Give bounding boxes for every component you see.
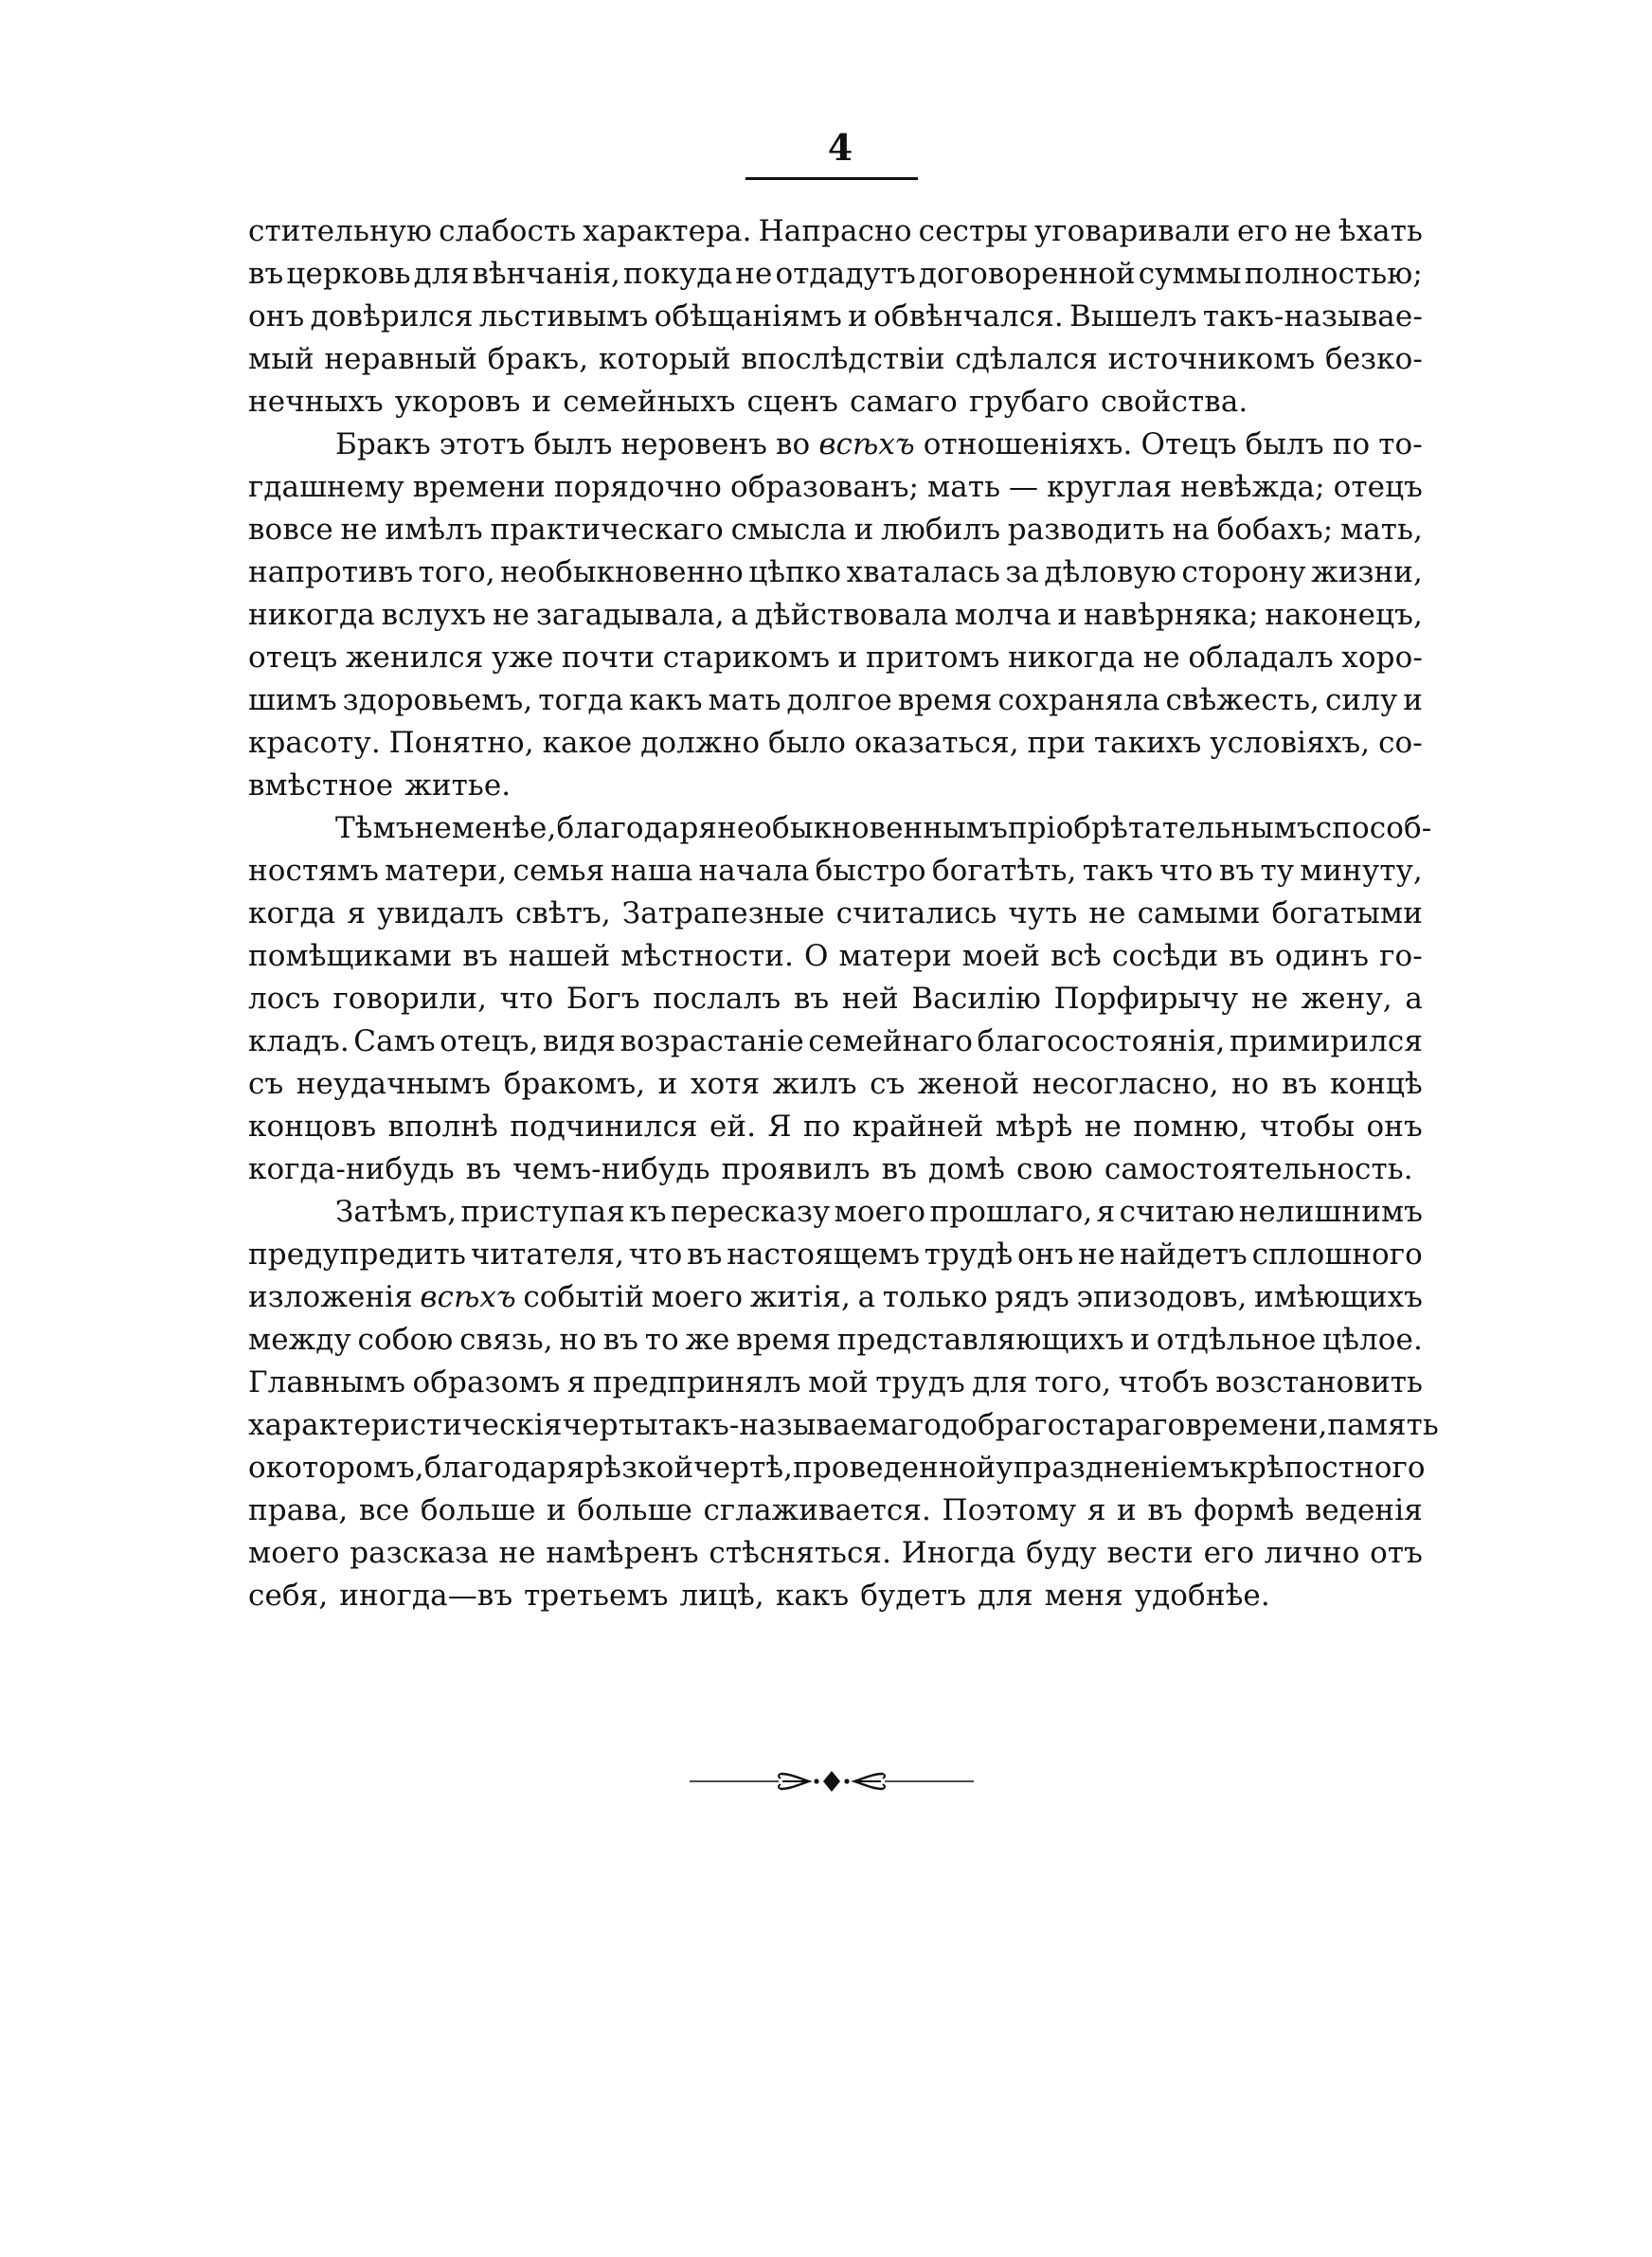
text-line: вмѣстное житье.	[248, 768, 512, 803]
text-line: предупредить читателя, что въ настоящемъ трудѣ онъ не найдетъ сплошного	[248, 1237, 1423, 1272]
text-line: права, все больше и больше сглаживается. Поэтому я и въ формѣ веденія	[248, 1493, 1423, 1527]
fleuron-ornament-icon	[690, 1764, 974, 1798]
text-line: съ неудачнымъ бракомъ, и хотя жилъ съ женой несогласно, но въ концѣ	[248, 1067, 1423, 1101]
text-line: стительную слабость характера. Напрасно сестры уговаривали его не ѣхать	[248, 214, 1423, 248]
text-line: концовъ вполнѣ подчинился ей. Я по крайней мѣрѣ не помню, чтобы онъ	[248, 1110, 1423, 1144]
text-line: лосъ говорили, что Богъ послалъ въ ней Василію Порфирычу не жену, а	[248, 982, 1423, 1016]
text-line: шимъ здоровьемъ, тогда какъ мать долгое время сохраняла свѣжесть, силу и	[248, 683, 1423, 717]
page-number-rule	[745, 177, 918, 180]
text-line: характеристическія черты такъ-называемаго добраго стараго времени, память	[248, 1408, 1439, 1442]
text-line: Тѣмъ не менѣе, благодаря необыкновеннымъ пріобрѣтательнымъ способ-	[335, 811, 1432, 845]
text-line: нечныхъ укоровъ и семейныхъ сценъ самаго грубаго свойства.	[248, 385, 1248, 419]
text-line: напротивъ того, необыкновенно цѣпко хваталась за дѣловую сторону жизни,	[248, 555, 1423, 589]
text-line: о которомъ, благодаря рѣзкой чертѣ, проведенной упраздненіемъ крѣпостного	[248, 1451, 1426, 1485]
text-line: никогда вслухъ не загадывала, а дѣйствовала молча и навѣрняка; наконецъ,	[248, 598, 1423, 632]
text-line: онъ довѣрился льстивымъ обѣщаніямъ и обвѣнчался. Вышелъ такъ-называе-	[248, 299, 1423, 334]
text-line: когда-нибудь въ чемъ-нибудь проявилъ въ домѣ свою самостоятельность.	[248, 1152, 1413, 1186]
text-line: отецъ женился уже почти старикомъ и притомъ никогда не обладалъ хоро-	[248, 641, 1423, 675]
text-line: ностямъ матери, семья наша начала быстро богатѣть, такъ что въ ту минуту,	[248, 854, 1423, 888]
text-line: изложенія всѣхъ событій моего житія, а только рядъ эпизодовъ, имѣющихъ	[248, 1280, 1423, 1314]
body-text	[248, 210, 1439, 1617]
page-number: 4	[827, 126, 853, 169]
text-line: въ церковь для вѣнчанія, покуда не отдадутъ договоренной суммы полностью;	[248, 257, 1423, 291]
text-line: Затѣмъ, приступая къ пересказу моего прошлаго, я считаю нелишнимъ	[335, 1195, 1423, 1229]
text-line: когда я увидалъ свѣтъ, Затрапезные считались чуть не самыми богатыми	[248, 896, 1423, 930]
text-line: красоту. Понятно, какое должно было оказаться, при такихъ условіяхъ, со-	[248, 726, 1423, 760]
text-line: вовсе не имѣлъ практическаго смысла и любилъ разводить на бобахъ; мать,	[248, 513, 1423, 547]
text-line: мый неравный бракъ, который впослѣдствіи сдѣлался источникомъ безко-	[248, 342, 1423, 376]
text-line: моего разсказа не намѣренъ стѣсняться. Иногда буду вести его лично отъ	[248, 1536, 1423, 1570]
text-line: гдашнему времени порядочно образованъ; мать — круглая невѣжда; отецъ	[248, 470, 1423, 504]
text-line: Бракъ этотъ былъ неровенъ во всѣхъ отношеніяхъ. Отецъ былъ по то-	[335, 427, 1423, 461]
text-line: между собою связь, но въ то же время представляющихъ и отдѣльное цѣлое.	[248, 1323, 1423, 1357]
text-line: себя, иногда—въ третьемъ лицѣ, какъ будетъ для меня удобнѣе.	[248, 1579, 1270, 1613]
text-line: помѣщиками въ нашей мѣстности. О матери моей всѣ сосѣди въ одинъ го-	[248, 939, 1423, 973]
text-line: кладъ. Самъ отецъ, видя возрастаніе семейнаго благосостоянія, примирился	[248, 1024, 1423, 1058]
text-line: Главнымъ образомъ я предпринялъ мой трудъ для того, чтобъ возстановить	[248, 1365, 1423, 1399]
